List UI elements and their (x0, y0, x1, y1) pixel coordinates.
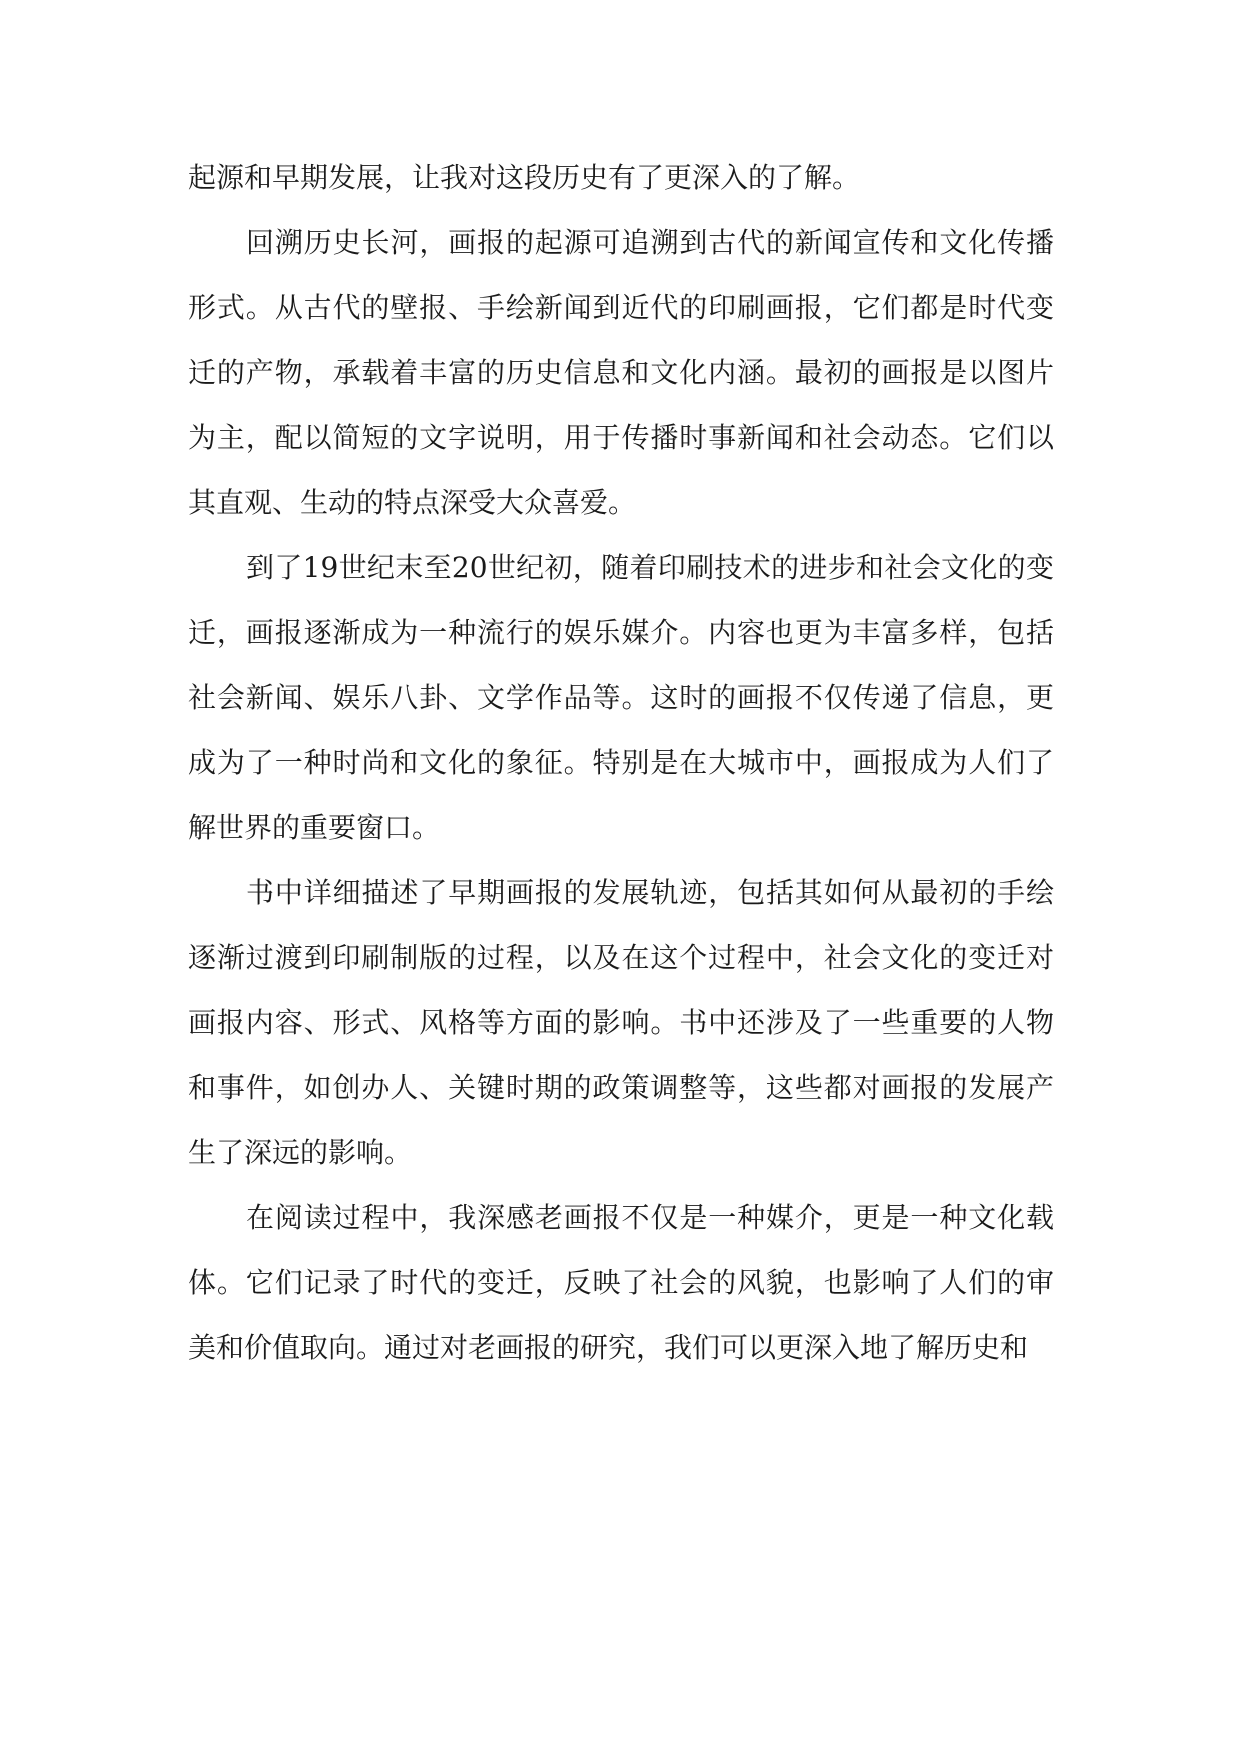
paragraph-late-19th-century: 到了19世纪末至20世纪初，随着印刷技术的进步和社会文化的变迁，画报逐渐成为一种流行的娱乐媒介。内容也更为丰富多样，包括社会新闻、娱乐八卦、文学作品等。这时的画报不仅传递了信息，更成为了一种时尚和文化的象征。特别是在大城市中，画报成为人们了解世界的重要窗口。 (188, 551, 1054, 844)
document-body (188, 145, 1054, 1380)
paragraph-development-trajectory: 书中详细描述了早期画报的发展轨迹，包括其如何从最初的手绘逐渐过渡到印刷制版的过程，以及在这个过程中，社会文化的变迁对画报内容、形式、风格等方面的影响。书中还涉及了一些重要的人物和事件，如创办人、关键时期的政策调整等，这些都对画报的发展产生了深远的影响。 (188, 876, 1054, 1169)
paragraph-reading-reflection: 在阅读过程中，我深感老画报不仅是一种媒介，更是一种文化载体。它们记录了时代的变迁，反映了社会的风貌，也影响了人们的审美和价值取向。通过对老画报的研究，我们可以更深入地了解历史和 (188, 1201, 1054, 1364)
paragraph-continuation: 起源和早期发展，让我对这段历史有了更深入的了解。 (188, 161, 861, 194)
paragraph-origins: 回溯历史长河，画报的起源可追溯到古代的新闻宣传和文化传播形式。从古代的壁报、手绘新闻到近代的印刷画报，它们都是时代变迁的产物，承载着丰富的历史信息和文化内涵。最初的画报是以图片为主，配以简短的文字说明，用于传播时事新闻和社会动态。它们以其直观、生动的特点深受大众喜爱。 (188, 226, 1054, 519)
